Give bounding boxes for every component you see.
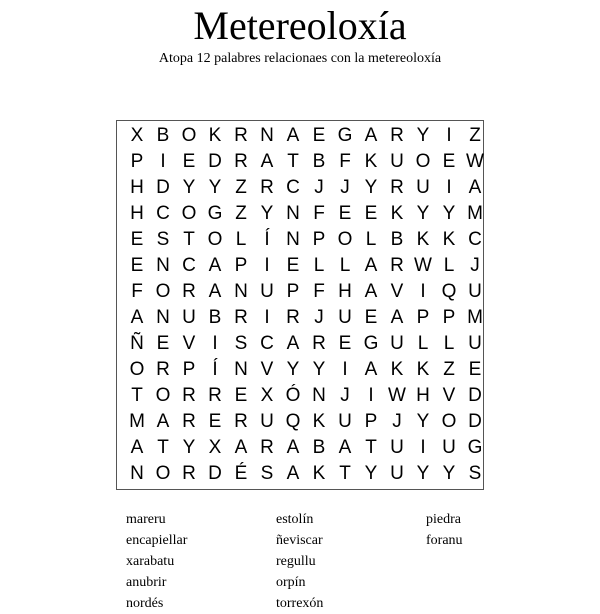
grid-cell[interactable]: B (312, 151, 326, 172)
grid-cell[interactable]: K (390, 203, 404, 224)
grid-cell[interactable]: Z (235, 177, 247, 198)
grid-cell[interactable]: R (234, 307, 248, 328)
grid-cell[interactable]: O (441, 411, 457, 432)
grid-cell[interactable]: R (182, 281, 196, 302)
grid-cell[interactable]: Y (286, 359, 300, 380)
grid-cell[interactable]: N (156, 255, 170, 276)
grid-cell[interactable]: A (364, 359, 378, 380)
grid-cell[interactable]: O (129, 359, 145, 380)
grid-cell[interactable]: M (467, 307, 483, 328)
grid-cell[interactable]: A (130, 307, 144, 328)
grid-cell[interactable]: M (467, 203, 483, 224)
grid-cell[interactable]: Y (182, 437, 196, 458)
grid-cell[interactable]: E (442, 151, 456, 172)
grid-cell[interactable]: A (364, 125, 378, 146)
grid-cell[interactable]: K (390, 359, 404, 380)
grid-cell[interactable]: U (338, 307, 352, 328)
grid-cell[interactable]: N (286, 203, 300, 224)
grid-cell[interactable]: C (286, 177, 300, 198)
grid-cell[interactable]: B (156, 125, 170, 146)
grid-cell[interactable]: J (314, 307, 324, 328)
grid-cell[interactable]: Y (442, 463, 456, 484)
grid-cell[interactable]: A (468, 177, 482, 198)
grid-cell[interactable]: P (182, 359, 196, 380)
grid-cell[interactable]: E (286, 255, 300, 276)
grid-cell[interactable]: Y (416, 203, 430, 224)
grid-cell[interactable]: A (156, 411, 170, 432)
grid-cell[interactable]: J (470, 255, 480, 276)
grid-cell[interactable]: E (312, 125, 326, 146)
word-list-item: nordés (126, 596, 164, 611)
grid-cell[interactable]: V (390, 281, 404, 302)
grid-cell[interactable]: Y (416, 463, 430, 484)
grid-cell[interactable]: O (337, 229, 353, 250)
grid-cell[interactable]: K (312, 463, 326, 484)
grid-cell[interactable]: E (364, 307, 378, 328)
grid-cell[interactable]: N (234, 281, 248, 302)
grid-cell[interactable]: C (156, 203, 170, 224)
grid-cell[interactable]: R (156, 359, 170, 380)
grid-cell[interactable]: S (156, 229, 170, 250)
grid-cell[interactable]: R (286, 307, 300, 328)
grid-cell[interactable]: R (182, 463, 196, 484)
grid-cell[interactable]: U (468, 281, 482, 302)
grid-cell[interactable]: I (446, 125, 452, 146)
grid-cell[interactable]: U (390, 333, 404, 354)
grid-cell[interactable]: L (235, 229, 247, 250)
grid-cell[interactable]: R (234, 125, 248, 146)
grid-cell[interactable]: F (313, 203, 325, 224)
grid-cell[interactable]: Y (416, 411, 430, 432)
grid-cell[interactable]: W (414, 255, 432, 276)
word-list-item: foranu (426, 533, 463, 548)
grid-cell[interactable]: D (208, 463, 222, 484)
grid-cell[interactable]: V (182, 333, 196, 354)
grid-cell[interactable]: E (130, 255, 144, 276)
grid-cell[interactable]: I (368, 385, 374, 406)
grid-cell[interactable]: Y (364, 177, 378, 198)
grid-cell[interactable]: L (339, 255, 351, 276)
grid-cell[interactable]: E (468, 359, 482, 380)
word-list-item: orpín (276, 575, 306, 590)
grid-cell[interactable]: I (264, 307, 270, 328)
grid-cell[interactable]: O (207, 229, 223, 250)
grid-cell[interactable]: L (365, 229, 377, 250)
grid-cell[interactable]: X (260, 385, 274, 406)
grid-cell[interactable]: H (416, 385, 430, 406)
grid-cell[interactable]: P (130, 151, 144, 172)
grid-cell[interactable]: H (130, 203, 144, 224)
grid-cell[interactable]: N (130, 463, 144, 484)
grid-cell[interactable]: T (131, 385, 143, 406)
grid-cell[interactable]: R (234, 411, 248, 432)
grid-cell[interactable]: U (260, 411, 274, 432)
grid-cell[interactable]: R (390, 255, 404, 276)
grid-cell[interactable]: V (442, 385, 456, 406)
grid-cell[interactable]: I (420, 281, 426, 302)
grid-cell[interactable]: R (208, 385, 222, 406)
grid-cell[interactable]: F (339, 151, 351, 172)
grid-cell[interactable]: E (130, 229, 144, 250)
puzzle-subtitle: Atopa 12 palabres relacionaes con la metereoloxía (158, 51, 442, 66)
grid-cell[interactable]: B (390, 229, 404, 250)
grid-cell[interactable]: C (260, 333, 274, 354)
word-list-item: encapiellar (126, 533, 188, 548)
grid-cell[interactable]: A (208, 281, 222, 302)
grid-cell[interactable]: P (234, 255, 248, 276)
grid-cell[interactable]: B (208, 307, 222, 328)
grid-cell[interactable]: F (313, 281, 325, 302)
grid-cell[interactable]: J (392, 411, 402, 432)
grid-cell[interactable]: A (130, 437, 144, 458)
grid-cell[interactable]: O (415, 151, 431, 172)
grid-cell[interactable]: T (287, 151, 299, 172)
grid-cell[interactable]: P (312, 229, 326, 250)
grid-cell[interactable]: I (212, 333, 218, 354)
grid-cell[interactable]: B (312, 437, 326, 458)
grid-cell[interactable]: O (181, 203, 197, 224)
grid-cell[interactable]: P (442, 307, 456, 328)
grid-cell[interactable]: E (338, 203, 352, 224)
grid-cell[interactable]: D (156, 177, 170, 198)
grid-cell[interactable]: V (260, 359, 274, 380)
grid-cell[interactable]: K (416, 359, 430, 380)
grid-cell[interactable]: E (364, 203, 378, 224)
grid-cell[interactable]: T (183, 229, 195, 250)
grid-cell[interactable]: R (182, 411, 196, 432)
word-list-item: mareru (126, 512, 166, 527)
grid-cell[interactable]: A (364, 255, 378, 276)
grid-cell[interactable]: P (416, 307, 430, 328)
grid-cell[interactable]: M (129, 411, 145, 432)
grid-cell[interactable]: A (364, 281, 378, 302)
word-list (126, 509, 546, 614)
grid-cell[interactable]: U (390, 151, 404, 172)
grid-cell[interactable]: Y (364, 463, 378, 484)
grid-cell[interactable]: A (286, 437, 300, 458)
letter-grid-cells (124, 123, 488, 487)
grid-cell[interactable]: I (160, 151, 166, 172)
grid-cell[interactable]: T (339, 463, 351, 484)
grid-cell[interactable]: R (312, 333, 326, 354)
grid-cell[interactable]: O (155, 385, 171, 406)
grid-cell[interactable]: Y (312, 359, 326, 380)
grid-cell[interactable]: A (338, 437, 352, 458)
grid-cell[interactable]: N (260, 125, 274, 146)
grid-cell[interactable]: O (155, 281, 171, 302)
grid-cell[interactable]: J (340, 385, 350, 406)
grid-cell[interactable]: S (468, 463, 482, 484)
grid-cell[interactable]: R (390, 177, 404, 198)
grid-cell[interactable]: Y (416, 125, 430, 146)
grid-cell[interactable]: Í (264, 229, 270, 250)
grid-cell[interactable]: U (468, 333, 482, 354)
grid-cell[interactable]: U (182, 307, 196, 328)
grid-cell[interactable]: E (156, 333, 170, 354)
grid-cell[interactable]: U (390, 437, 404, 458)
grid-cell[interactable]: L (443, 255, 455, 276)
grid-cell[interactable]: S (260, 463, 274, 484)
grid-cell[interactable]: Í (212, 359, 218, 380)
grid-cell[interactable]: O (155, 463, 171, 484)
grid-cell[interactable]: R (182, 385, 196, 406)
grid-cell[interactable]: A (286, 463, 300, 484)
grid-cell[interactable]: S (234, 333, 248, 354)
grid-cell[interactable]: E (234, 385, 248, 406)
grid-cell[interactable]: X (208, 437, 222, 458)
grid-cell[interactable]: K (416, 229, 430, 250)
grid-cell[interactable]: I (446, 177, 452, 198)
grid-cell[interactable]: N (312, 385, 326, 406)
grid-cell[interactable]: H (338, 281, 352, 302)
word-list-item: xarabatu (126, 554, 175, 569)
grid-cell[interactable]: E (182, 151, 196, 172)
grid-cell[interactable]: U (390, 463, 404, 484)
letter-grid (116, 120, 484, 490)
grid-cell[interactable]: I (264, 255, 270, 276)
word-list-item: anubrir (126, 575, 167, 590)
grid-cell[interactable]: C (182, 255, 196, 276)
grid-cell[interactable]: Z (235, 203, 247, 224)
grid-cell[interactable]: N (156, 307, 170, 328)
grid-cell[interactable]: A (390, 307, 404, 328)
grid-cell[interactable]: A (286, 125, 300, 146)
word-list-item: estolín (276, 512, 314, 527)
grid-cell[interactable]: L (313, 255, 325, 276)
grid-cell[interactable]: U (416, 177, 430, 198)
grid-cell[interactable]: D (468, 385, 482, 406)
grid-cell[interactable]: W (466, 151, 484, 172)
grid-cell[interactable]: Q (441, 281, 457, 302)
grid-cell[interactable]: E (208, 411, 222, 432)
grid-cell[interactable]: W (388, 385, 406, 406)
grid-cell[interactable]: R (260, 437, 274, 458)
grid-cell[interactable]: T (157, 437, 169, 458)
grid-cell[interactable]: R (260, 177, 274, 198)
grid-cell[interactable]: I (342, 359, 348, 380)
word-list-item: ñeviscar (276, 533, 323, 548)
grid-cell[interactable]: N (286, 229, 300, 250)
grid-cell[interactable]: É (234, 463, 248, 484)
grid-cell[interactable]: K (364, 151, 378, 172)
grid-cell[interactable]: C (468, 229, 482, 250)
grid-cell[interactable]: G (363, 333, 379, 354)
grid-cell[interactable]: G (337, 125, 353, 146)
grid-cell[interactable]: K (442, 229, 456, 250)
grid-cell[interactable]: A (208, 255, 222, 276)
grid-cell[interactable]: Y (208, 177, 222, 198)
grid-cell[interactable]: J (340, 177, 350, 198)
grid-cell[interactable]: Y (442, 203, 456, 224)
grid-cell[interactable]: I (420, 437, 426, 458)
grid-cell[interactable]: Z (443, 359, 455, 380)
word-list-item: torrexón (276, 596, 324, 611)
puzzle-title: Metereoloxía (193, 3, 407, 48)
grid-cell[interactable]: U (442, 437, 456, 458)
grid-cell[interactable]: Y (182, 177, 196, 198)
grid-cell[interactable]: A (286, 333, 300, 354)
grid-cell[interactable]: G (467, 437, 483, 458)
grid-cell[interactable]: K (312, 411, 326, 432)
grid-cell[interactable]: Ó (285, 385, 301, 406)
grid-cell[interactable]: Y (260, 203, 274, 224)
grid-cell[interactable]: G (207, 203, 223, 224)
grid-cell[interactable]: L (417, 333, 429, 354)
grid-cell[interactable]: X (130, 125, 144, 146)
word-list-item: regullu (276, 554, 316, 569)
grid-cell[interactable]: N (234, 359, 248, 380)
grid-cell[interactable]: Ñ (130, 333, 144, 354)
word-list-item: piedra (426, 512, 461, 527)
grid-cell[interactable]: D (208, 151, 222, 172)
grid-cell[interactable]: R (390, 125, 404, 146)
grid-cell[interactable]: E (338, 333, 352, 354)
grid-cell[interactable]: J (314, 177, 324, 198)
grid-cell[interactable]: A (260, 151, 274, 172)
grid-cell[interactable]: T (365, 437, 377, 458)
grid-cell[interactable]: O (181, 125, 197, 146)
grid-cell[interactable]: F (131, 281, 143, 302)
grid-cell[interactable]: K (208, 125, 222, 146)
grid-cell[interactable]: L (443, 333, 455, 354)
grid-cell[interactable]: Z (469, 125, 481, 146)
grid-cell[interactable]: P (364, 411, 378, 432)
grid-cell[interactable]: R (234, 151, 248, 172)
grid-cell[interactable]: P (286, 281, 300, 302)
grid-cell[interactable]: H (130, 177, 144, 198)
grid-cell[interactable]: Q (285, 411, 301, 432)
grid-cell[interactable]: D (468, 411, 482, 432)
grid-cell[interactable]: U (260, 281, 274, 302)
grid-cell[interactable]: A (234, 437, 248, 458)
grid-cell[interactable]: U (338, 411, 352, 432)
